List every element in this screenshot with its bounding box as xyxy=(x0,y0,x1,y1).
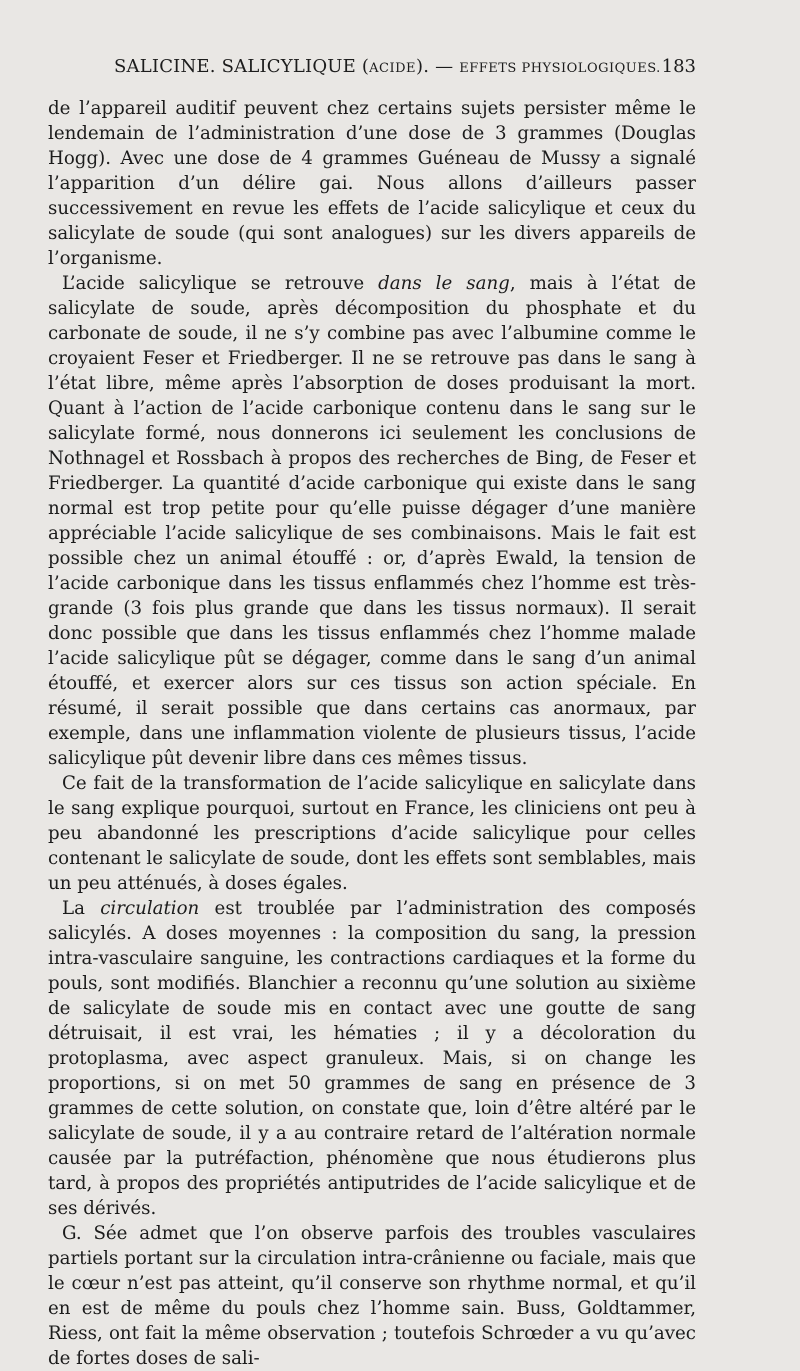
paragraph-4 xyxy=(48,896,696,1221)
paragraph-1 xyxy=(48,96,696,271)
title-mid: ). — xyxy=(416,56,460,77)
running-header xyxy=(48,56,696,86)
paragraph-5 xyxy=(48,1221,696,1371)
text-run: L’acide salicylique se retrouve xyxy=(62,273,379,294)
page-number: 183 xyxy=(661,56,696,77)
title-main: SALICINE. SALICYLIQUE ( xyxy=(114,56,370,77)
text-run: G. Sée admet que l’on observe parfois des troubles vasculaires partiels portant sur la circulation intra-crânienne ou faciale, mais que le cœur n’est pas atteint, qu’il conserve son rhythme normal, et qu’il en est de même du pouls chez l’homme sain. Buss, Goldtammer, Riess, ont fait la même observation ; toutefois Schrœder a vu qu’avec de fortes doses de sali- xyxy=(48,1223,696,1369)
text-run: Ce fait de la transformation de l’acide salicylique en salicylate dans le sang explique pourquoi, surtout en France, les cliniciens ont peu à peu abandonné les prescriptions d’acide salicylique pour celles contenant le salicylate de soude, dont les effets sont semblables, mais un peu atténués, à doses égales. xyxy=(48,773,696,894)
title-right: EFFETS PHYSIOLOGIQUES. xyxy=(459,61,661,76)
text-run: , mais à l’état de salicylate de soude, après décomposition du phosphate et du carbonate de soude, il ne s’y combine pas avec l’albumine comme le croyaient Feser et Friedberger. Il ne se retrouve pas dans le sang à l’état libre, même après l’absorption de doses produisant la mort. Quant à l’action de l’acide carbonique contenu dans le sang sur le salicylate formé, nous donnerons ici seulement les conclusions de Nothnagel et Rossbach à propos des recherches de Bing, de Feser et Friedberger. La quantité d’acide carbonique qui existe dans le sang normal est trop petite pour qu’elle puisse dégager d’une manière appréciable l’acide salicylique de ses combinaisons. Mais le fait est possible chez un animal étouffé : or, d’après Ewald, la tension de l’acide carbonique dans les tissus enflammés chez l’homme est très-grande (3 fois plus grande que dans les tissus normaux). Il serait donc possible que dans les tissus enflammés chez l’homme malade l’acide salicylique pût se dégager, comme dans le sang d’un animal étouffé, et exercer alors sur ces tissus son action spéciale. En résumé, il serait possible que dans certains cas anormaux, par exemple, dans une inflammation violente de plusieurs tissus, l’acide salicylique pût devenir libre dans ces mêmes tissus. xyxy=(48,273,697,769)
text-run: est troublée par l’administration des composés salicylés. A doses moyennes : la composition du sang, la pression intra-vasculaire sanguine, les contractions cardiaques et la forme du pouls, sont modifiés. Blanchier a reconnu qu’une solution au sixième de salicylate de soude mis en contact avec une goutte de sang détruisait, il est vrai, les hématies ; il y a décoloration du protoplasma, avec aspect granuleux. Mais, si on change les proportions, si on met 50 grammes de sang en présence de 3 grammes de cette solution, on constate que, loin d’être altéré par le salicylate de soude, il y a au contraire retard de l’altération normale causée par la putréfaction, phénomène que nous étudierons plus tard, à propos des propriétés antiputrides de l’acide salicylique et de ses dérivés. xyxy=(48,898,697,1219)
paragraph-2 xyxy=(48,271,696,771)
title-small: ACIDE xyxy=(369,61,417,76)
text-run: La xyxy=(62,898,101,919)
paragraph-3 xyxy=(48,771,696,896)
body-text xyxy=(48,96,696,1371)
italic-term: circulation xyxy=(100,898,200,919)
italic-term: dans le sang xyxy=(378,273,510,294)
text-run: de l’appareil auditif peuvent chez certains sujets persister même le lendemain de l’administration d’une dose de 3 grammes (Douglas Hogg). Avec une dose de 4 grammes Guéneau de Mussy a signalé l’apparition d’un délire gai. Nous allons d’ailleurs passer successivement en revue les effets de l’acide salicylique et ceux du salicylate de soude (qui sont analogues) sur les divers appareils de l’organisme. xyxy=(48,98,696,269)
running-title xyxy=(114,56,661,77)
